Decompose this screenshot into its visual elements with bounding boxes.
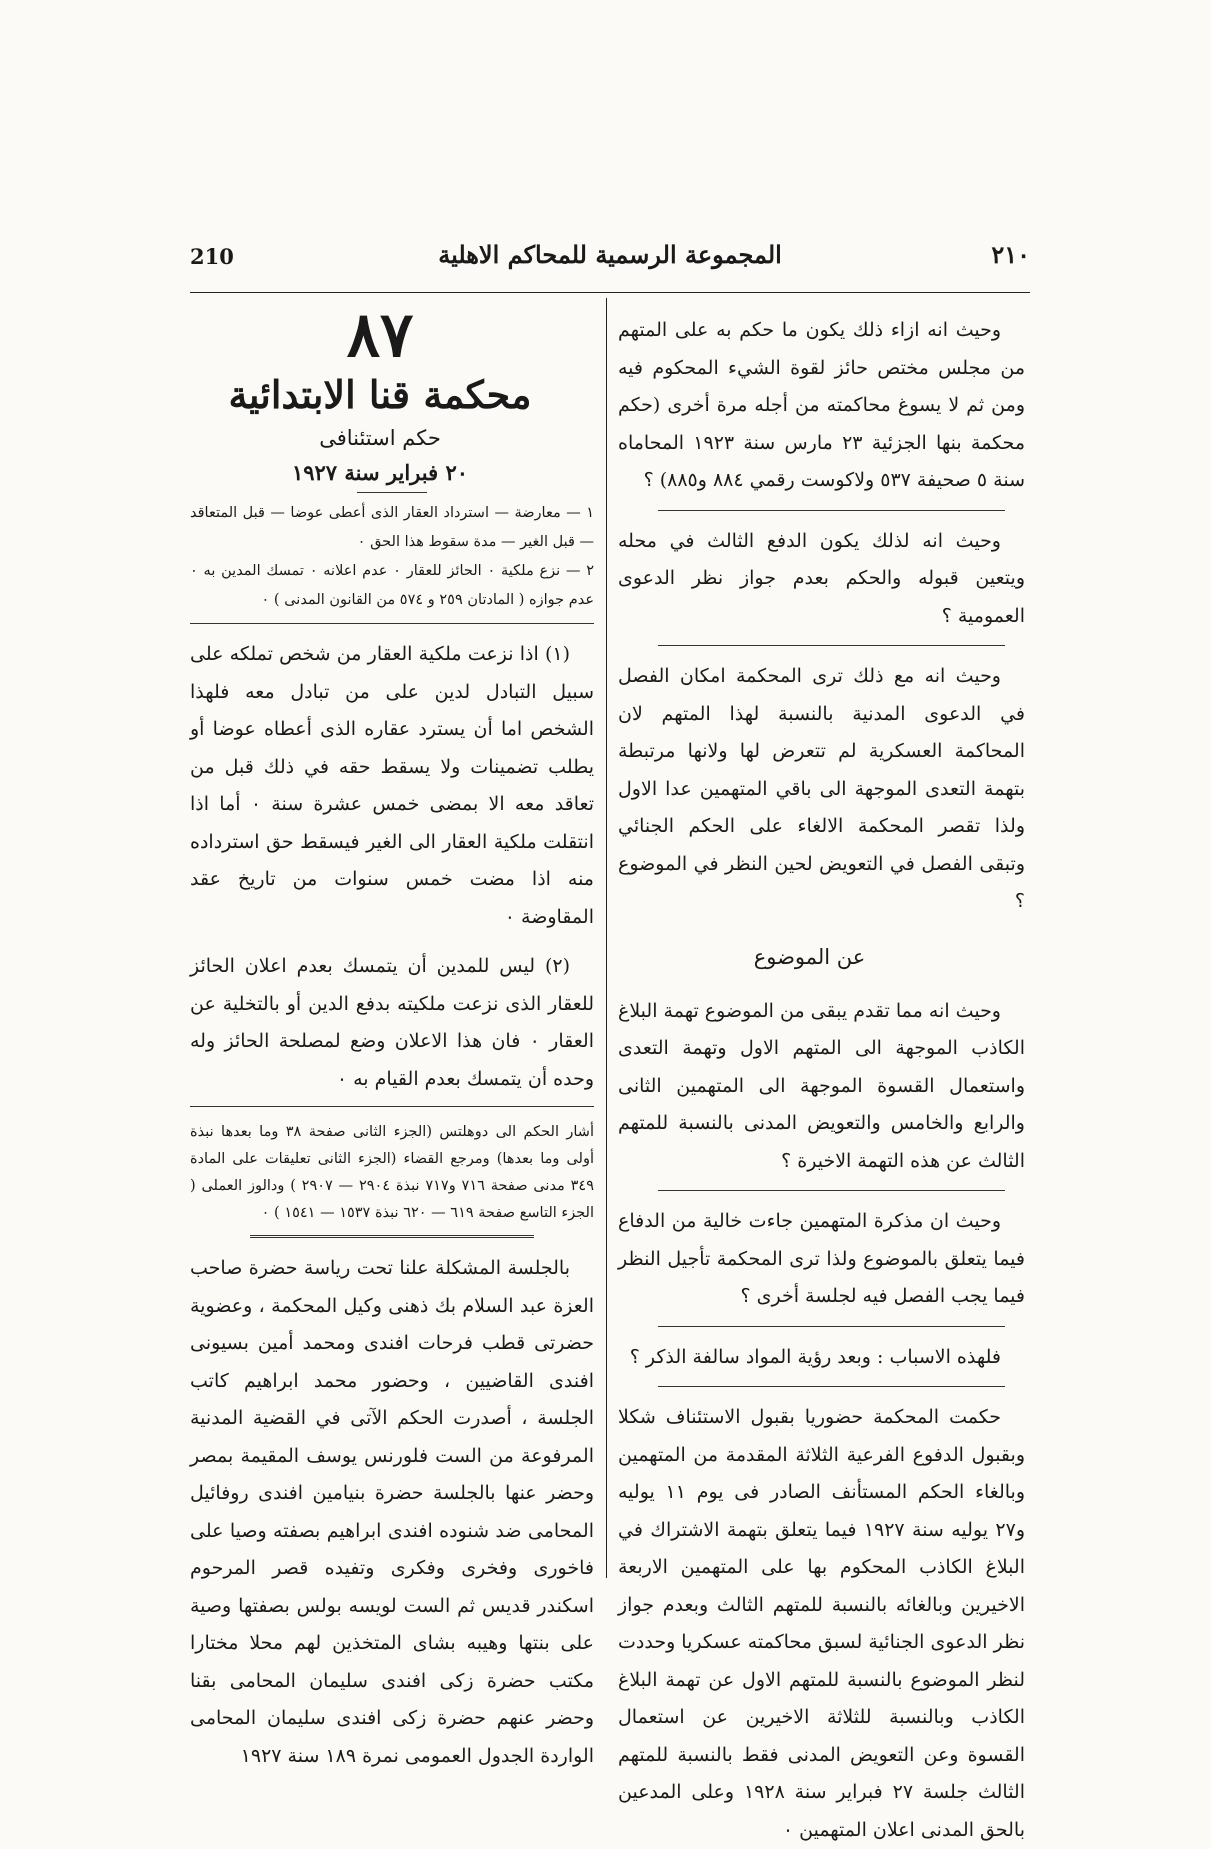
rule	[190, 1106, 594, 1107]
rule	[190, 623, 594, 624]
digest-item: ٢ — نزع ملكية ٠ الحائز للعقار ٠ عدم اعلانه ٠ تمسك المدين به ٠ عدم جوازه ( المادتان ٢٥٩ و ٥٧٤ من القانون المدنى ) ٠	[190, 563, 594, 608]
short-rule	[357, 492, 427, 493]
separator	[658, 510, 1005, 511]
journal-title: المجموعة الرسمية للمحاكم الاهلية	[438, 240, 782, 269]
separator	[658, 1326, 1005, 1327]
separator	[658, 1190, 1005, 1191]
digest-item: ١ — معارضة — استرداد العقار الذى أعطى عوضا — قبل المتعاقد — قبل الغير — مدة سقوط هذا الحق ٠	[190, 505, 594, 550]
running-header	[190, 240, 1030, 274]
session-text: بالجلسة المشكلة علنا تحت رياسة حضرة صاحب العزة عبد السلام بك ذهنى وكيل المحكمة ، وعضوية حضرتى قطب فرحات افندى ومحمد أمين بسيونى افندى القاضيين ، وحضور محمد ابراهيم كاتب الجلسة ، أصدرت الحكم الآتى في القضية المدنية المرفوعة من الست فلورنس يوسف المقيمة بمصر وحضر عنها بالجلسة حضرة بنيامين افندى روفائيل المحامى ضد شنوده افندى ابراهيم بصفته وصيا على فاخورى وفخرى وفكرى وتفيده قصر المرحوم اسكندر قديس ثم الست لويسه بولس بصفتها وصية على بنتها وهيبه بشاى المتخذين لهم محلا مختارا مكتب حضرة زكى افندى سليمان المحامى بقنا وحضر عنهم حضرة زكى افندى سليمان المحامى الواردة الجدول العمومى نمرة ١٨٩ سنة ١٩٢٧	[190, 1257, 594, 1767]
separator	[658, 1386, 1005, 1387]
header-rule	[190, 292, 1030, 293]
holding: (١) اذا نزعت ملكية العقار من شخص تملكه على سبيل التبادل لدين على من تبادل معه فلهذا الشخص اما أن يسترد عقاره الذى أعطاه عوضا أو يطلب تضمينات ولا يسقط حقه في ذلك قبل من تعاقد معه الا بمضى خمس عشرة سنة ٠ أما اذا انتقلت ملكية العقار الى الغير فيسقط حق استرداده منه اذا مضت خمس سنوات من تاريخ عقد المقاوضة ٠	[190, 643, 594, 928]
separator	[658, 645, 1005, 646]
column-divider	[606, 298, 607, 1578]
ruling-type: حكم استئنافى	[319, 426, 441, 450]
paragraph: وحيث انه مما تقدم يبقى من الموضوع تهمة البلاغ الكاذب الموجهة الى المتهم الاول وتهمة التعدى واستعمال القسوة الموجهة الى المتهمين الثانى والرابع والخامس والتعويض المدنى بالنسبة للمتهم الثالث عن هذه التهمة الاخيرة ؟	[618, 999, 1025, 1172]
references: أشار الحكم الى دوهلتس (الجزء الثانى صفحة ٣٨ وما بعدها نبذة أولى وما بعدها) ومرجع القضاء (الجزء الثانى تعليقات على المادة ٣٤٩ مدنى صفحة ٧١٦ و٧١٧ نبذة ٢٩٠٤ — ٢٩٠٧ ) ودالوز العملى ( الجزء التاسع صفحة ٦١٩ — ٦٢٠ نبذة ١٥٣٧ — ١٥٤١ ) ٠	[190, 1124, 595, 1221]
left-column	[190, 300, 594, 1775]
holding: (٢) ليس للمدين أن يتمسك بعدم اعلان الحائز للعقار الذى نزعت ملكيته بدفع الدين أو بالتخلية عن العقار ٠ فان هذا الاعلان وضع لمصلحة الحائز وله وحده أن يتمسك بعدم القيام به ٠	[190, 955, 594, 1090]
double-rule	[250, 1235, 534, 1238]
page-number-arabic: ٢١٠	[991, 240, 1030, 269]
case-number: ٨٧	[346, 298, 414, 371]
page-number-latin: 210	[190, 244, 234, 269]
paragraph: وحيث انه لذلك يكون الدفع الثالث في محله ويتعين قبوله والحكم بعدم جواز نظر الدعوى العمومية ؟	[618, 529, 1025, 627]
reasons-line: فلهذه الاسباب : وبعد رؤية المواد سالفة الذكر ؟	[629, 1345, 1001, 1368]
verdict: حكمت المحكمة حضوريا بقبول الاستئناف شكلا وبقبول الدفوع الفرعية الثلاثة المقدمة من المتهمين وبالغاء الحكم المستأنف الصادر فى يوم ١١ يوليه و٢٧ يوليه سنة ١٩٢٧ فيما يتعلق بتهمة الاشتراك في البلاغ الكاذب المحكوم بها على المتهمين الاربعة الاخيرين وبالغائه بالنسبة للمتهم الثالث وبعدم جواز نظر الدعوى الجنائية لسبق محاكمته عسكريا وحددت لنظر الموضوع بالنسبة للمتهم الاول عن تهمة البلاغ الكاذب وبالنسبة للثلاثة الاخيرين عن استعمال القسوة وعن التعويض المدنى فقط بالنسبة للمتهم الثالث جلسة ٢٧ فبراير سنة ١٩٢٨ وعلى المدعين بالحق المدنى اعلان المتهمين ٠	[618, 1406, 1025, 1841]
paragraph: وحيث ان مذكرة المتهمين جاءت خالية من الدفاع فيما يتعلق بالموضوع ولذا ترى المحكمة تأجيل النظر فيما يجب الفصل فيه لجلسة أخرى ؟	[618, 1210, 1025, 1307]
court-name: محكمة قنا الابتدائية	[228, 372, 532, 417]
ruling-date: ٢٠ فبراير سنة ١٩٢٧	[291, 460, 469, 485]
paragraph: وحيث انه ازاء ذلك يكون ما حكم به على المتهم من مجلس مختص حائز لقوة الشيء المحكوم فيه ومن ثم لا يسوغ محاكمته من أجله مرة أخرى (حكم محكمة بنها الجزئية ٢٣ مارس سنة ١٩٢٣ المحاماه سنة ٥ صحيفة ٥٣٧ ولاكوست رقمي ٨٨٤ و٨٨٥) ؟	[618, 319, 1025, 491]
paragraph: وحيث انه مع ذلك ترى المحكمة امكان الفصل في الدعوى المدنية بالنسبة لهذا المتهم لان المحاكمة العسكرية لم تتعرض لها ولانها مرتبطة بتهمة التعدى الموجهة الى باقي المتهمين عدا الاول ولذا تقصر المحكمة الالغاء على الحكم الجنائي وتبقى الفصل في التعويض لحين النظر في الموضوع ؟	[618, 665, 1025, 912]
subheading: عن الموضوع	[753, 944, 866, 969]
right-column	[618, 312, 1025, 1849]
